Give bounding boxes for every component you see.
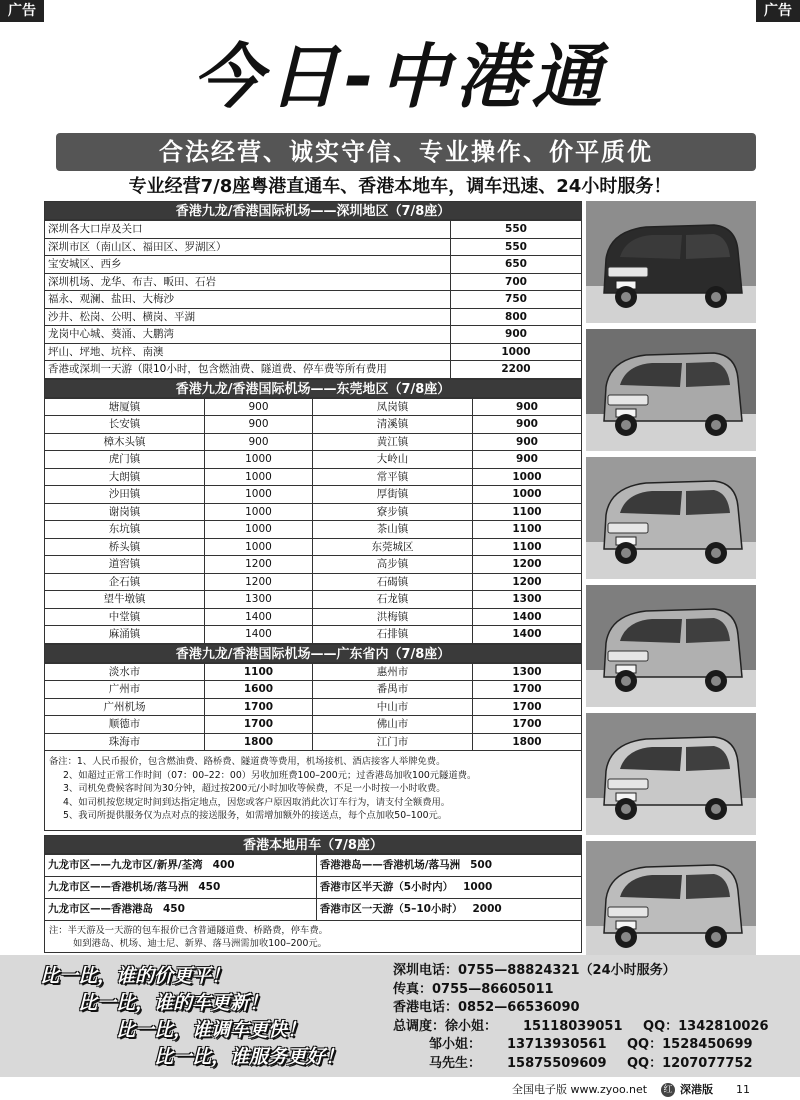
van-photo [586, 201, 756, 323]
price-cell: 2200 [451, 361, 582, 379]
hk-phone: 0852—66536090 [458, 1000, 580, 1015]
price-cell: 1200 [205, 573, 313, 591]
vehicle-photos [586, 201, 756, 969]
price-cell: 1000 [205, 468, 313, 486]
van-photo [586, 457, 756, 579]
destination-cell: 番禺市 [313, 681, 473, 699]
route-name: 香港市区半天游（5小时内） [319, 881, 454, 894]
destination-cell: 淡水市 [45, 663, 205, 681]
price-cell: 900 [473, 451, 582, 469]
destination-cell: 惠州市 [313, 663, 473, 681]
price-cell: 1200 [205, 556, 313, 574]
price-cell: 800 [451, 308, 582, 326]
section-guangdong-title: 香港九龙/香港国际机场——广东省内（7/8座） [44, 644, 582, 663]
table-row [45, 591, 582, 609]
destination-cell: 中山市 [313, 698, 473, 716]
price-cell: 1100 [473, 503, 582, 521]
price-cell: 1700 [473, 716, 582, 734]
route-name: 香港港岛——香港机场/落马洲 [319, 859, 461, 872]
price-cell: 900 [205, 398, 313, 416]
destination-cell: 深圳各大口岸及关口 [45, 221, 451, 239]
price-cell: 1300 [473, 663, 582, 681]
price-cell: 1300 [473, 591, 582, 609]
route-price: 450 [198, 881, 221, 894]
destination-cell: 清溪镇 [313, 416, 473, 434]
contact-name: 徐小姐： [445, 1018, 498, 1034]
price-cell: 1800 [473, 733, 582, 751]
table-row [45, 308, 582, 326]
destination-cell: 龙岗中心城、葵涌、大鹏湾 [45, 326, 451, 344]
contact-name: 邹小姐： [429, 1037, 482, 1052]
slogans [40, 963, 390, 1071]
table-row [45, 538, 582, 556]
table-row [45, 416, 582, 434]
table-row [45, 238, 582, 256]
destination-cell: 珠海市 [45, 733, 205, 751]
destination-cell: 深圳市区（南山区、福田区、罗湖区） [45, 238, 451, 256]
price-cell: 1700 [205, 716, 313, 734]
price-cell: 1000 [205, 486, 313, 504]
table-row [45, 221, 582, 239]
table-row [45, 398, 582, 416]
table-row [45, 663, 582, 681]
price-cell: 1200 [473, 556, 582, 574]
price-tables [44, 201, 582, 953]
destination-cell: 石龙镇 [313, 591, 473, 609]
price-cell: 1700 [205, 698, 313, 716]
slogan: 比一比，谁服务更好！ [154, 1046, 345, 1068]
contact-banner [0, 955, 800, 1077]
destination-cell: 沙井、松岗、公明、横岗、平湖 [45, 308, 451, 326]
slogan: 比一比，谁调车更快！ [116, 1019, 307, 1041]
destination-cell: 寮步镇 [313, 503, 473, 521]
price-cell: 900 [473, 416, 582, 434]
contact-phone: 13713930561 [507, 1037, 607, 1052]
local-route-cell [316, 899, 581, 921]
brand-title: 今日-中港通 [192, 36, 608, 118]
destination-cell: 深圳机场、龙华、布吉、畈田、石岩 [45, 273, 451, 291]
destination-cell: 茶山镇 [313, 521, 473, 539]
table-row [45, 573, 582, 591]
route-price: 1000 [463, 881, 493, 894]
local-note-line: 如到港岛、机场、迪士尼、新界、落马洲需加收100–200元。 [73, 938, 327, 949]
destination-cell: 顺德市 [45, 716, 205, 734]
local-route-cell [316, 855, 581, 877]
table-row [45, 291, 582, 309]
price-cell: 1000 [205, 538, 313, 556]
table-row [45, 361, 582, 379]
destination-cell: 石排镇 [313, 626, 473, 644]
ad-label-left: 广告 [0, 0, 44, 22]
contact-phone: 15118039051 [523, 1018, 623, 1034]
destination-cell: 佛山市 [313, 716, 473, 734]
price-cell: 1400 [473, 626, 582, 644]
destination-cell: 中堂镇 [45, 608, 205, 626]
local-price-table [44, 854, 582, 921]
local-route-cell [45, 877, 317, 899]
table-row [45, 716, 582, 734]
table-row [45, 486, 582, 504]
table-row [45, 521, 582, 539]
destination-cell: 厚街镇 [313, 486, 473, 504]
fax-number: 0755—86605011 [432, 981, 554, 997]
local-route-cell [45, 899, 317, 921]
route-price: 400 [212, 859, 235, 872]
table-row [45, 468, 582, 486]
table-row [45, 343, 582, 361]
footer-site: 全国电子版 www.zyoo.net [512, 1083, 648, 1096]
shenzhen-price-table [44, 220, 582, 379]
price-cell: 1000 [473, 486, 582, 504]
destination-cell: 沙田镇 [45, 486, 205, 504]
price-cell: 1100 [473, 538, 582, 556]
table-row [45, 855, 582, 877]
tagline: 专业经营7/8座粤港直通车、香港本地车，调车迅速、24小时服务！ [128, 176, 672, 197]
local-route-cell [45, 855, 317, 877]
table-row [45, 273, 582, 291]
destination-cell: 广州市 [45, 681, 205, 699]
route-name: 九龙市区——九龙市区/新界/荃湾 [48, 859, 203, 872]
destination-cell: 香港或深圳一天游（限10小时，包含燃油费、隧道费、停车费等所有费用 [45, 361, 451, 379]
section-dongguan-title: 香港九龙/香港国际机场——东莞地区（7/8座） [44, 379, 582, 398]
table-row [45, 556, 582, 574]
table-row [45, 681, 582, 699]
ad-label-right: 广告 [756, 0, 800, 22]
destination-cell: 大朗镇 [45, 468, 205, 486]
local-note-line: 注：半天游及一天游的包车报价已含普通隧道费、桥路费，停车费。 [49, 925, 328, 936]
route-price: 2000 [472, 903, 502, 916]
contacts [393, 962, 793, 1073]
price-cell: 1000 [473, 468, 582, 486]
destination-cell: 洪梅镇 [313, 608, 473, 626]
price-cell: 900 [473, 433, 582, 451]
destination-cell: 黄江镇 [313, 433, 473, 451]
price-cell: 1000 [205, 503, 313, 521]
sz-phone-label: 深圳电话： [393, 963, 459, 978]
footer [0, 1080, 800, 1100]
destination-cell: 坪山、坪地、坑梓、南澳 [45, 343, 451, 361]
price-cell: 1400 [473, 608, 582, 626]
price-cell: 1400 [205, 608, 313, 626]
motto-banner: 合法经营、诚实守信、专业操作、价平质优 [56, 133, 756, 171]
table-row [45, 326, 582, 344]
destination-cell: 东坑镇 [45, 521, 205, 539]
price-cell: 1700 [473, 681, 582, 699]
destination-cell: 石碣镇 [313, 573, 473, 591]
price-cell: 1000 [451, 343, 582, 361]
footer-edition: 深港版 [680, 1083, 713, 1096]
route-name: 九龙市区——香港机场/落马洲 [48, 881, 189, 894]
table-row [45, 733, 582, 751]
price-cell: 650 [451, 256, 582, 274]
table-row [45, 256, 582, 274]
price-cell: 900 [205, 433, 313, 451]
note-line: 4、如司机按您规定时间到达指定地点，因您或客户原因取消此次订车行为，请支付全额费用。 [63, 796, 451, 808]
price-cell: 1300 [205, 591, 313, 609]
route-price: 450 [163, 903, 185, 916]
price-cell: 1400 [205, 626, 313, 644]
fax-label: 传真： [393, 981, 433, 997]
contact-qq: QQ：1528450699 [627, 1037, 753, 1052]
contact-qq: QQ：1342810026 [643, 1018, 769, 1034]
local-notes [44, 921, 582, 953]
price-cell: 1600 [205, 681, 313, 699]
price-cell: 1000 [205, 451, 313, 469]
price-cell: 550 [451, 221, 582, 239]
route-name: 香港市区一天游（5–10小时） [319, 903, 463, 916]
slogan: 比一比，谁的价更平！ [40, 965, 231, 987]
price-cell: 1100 [205, 663, 313, 681]
price-cell: 1800 [205, 733, 313, 751]
table-row [45, 608, 582, 626]
table-row [45, 451, 582, 469]
price-cell: 900 [451, 326, 582, 344]
dispatch-label: 总调度： [393, 1018, 446, 1034]
note-line: 5、我司所提供服务仅为点对点的接送服务，如需增加额外的接送点，每个点加收50–100元。 [63, 810, 448, 821]
van-photo [586, 329, 756, 451]
price-cell: 1700 [473, 698, 582, 716]
destination-cell: 塘厦镇 [45, 398, 205, 416]
hk-phone-label: 香港电话： [393, 1000, 459, 1015]
destination-cell: 麻涌镇 [45, 626, 205, 644]
table-row [45, 433, 582, 451]
destination-cell: 福永、观澜、盐田、大梅沙 [45, 291, 451, 309]
local-route-cell [316, 877, 581, 899]
section-local-title: 香港本地用车（7/8座） [44, 835, 582, 854]
destination-cell: 广州机场 [45, 698, 205, 716]
contact-phone: 15875509609 [507, 1055, 607, 1071]
price-cell: 550 [451, 238, 582, 256]
price-cell: 900 [205, 416, 313, 434]
table-row [45, 877, 582, 899]
price-cell: 700 [451, 273, 582, 291]
destination-cell: 东莞城区 [313, 538, 473, 556]
price-cell: 900 [473, 398, 582, 416]
destination-cell: 宝安城区、西乡 [45, 256, 451, 274]
footer-logo-icon: 红 [661, 1083, 675, 1097]
destination-cell: 望牛墩镇 [45, 591, 205, 609]
note-line: 2、如超过正常工作时间（07：00–22：00）另收加班费100–200元；过香港岛加收100元隧道费。 [63, 769, 477, 781]
price-cell: 1100 [473, 521, 582, 539]
destination-cell: 谢岗镇 [45, 503, 205, 521]
destination-cell: 道窖镇 [45, 556, 205, 574]
price-cell: 750 [451, 291, 582, 309]
destination-cell: 凤岗镇 [313, 398, 473, 416]
route-name: 九龙市区——香港港岛 [48, 903, 153, 916]
destination-cell: 长安镇 [45, 416, 205, 434]
table-row [45, 698, 582, 716]
section-shenzhen-title: 香港九龙/香港国际机场——深圳地区（7/8座） [44, 201, 582, 220]
van-photo [586, 713, 756, 835]
slogan: 比一比，谁的车更新！ [78, 992, 269, 1014]
destination-cell: 常平镇 [313, 468, 473, 486]
notes-block [44, 751, 582, 831]
price-cell: 1000 [205, 521, 313, 539]
price-cell: 1200 [473, 573, 582, 591]
destination-cell: 大岭山 [313, 451, 473, 469]
guangdong-price-table [44, 663, 582, 752]
sz-phone: 0755—88824321（24小时服务） [458, 963, 676, 978]
van-photo [586, 841, 756, 963]
destination-cell: 桥头镇 [45, 538, 205, 556]
destination-cell: 企石镇 [45, 573, 205, 591]
table-row [45, 626, 582, 644]
van-photo [586, 585, 756, 707]
destination-cell: 樟木头镇 [45, 433, 205, 451]
contact-qq: QQ：1207077752 [627, 1055, 753, 1071]
note-line: 备注：1、人民币报价，包含燃油费、路桥费、隧道费等费用，机场接机、酒店接客人举牌免费。 [49, 756, 446, 767]
destination-cell: 高步镇 [313, 556, 473, 574]
page-number: 11 [736, 1083, 750, 1096]
destination-cell: 江门市 [313, 733, 473, 751]
table-row [45, 899, 582, 921]
destination-cell: 虎门镇 [45, 451, 205, 469]
table-row [45, 503, 582, 521]
route-price: 500 [470, 859, 493, 872]
dongguan-price-table [44, 398, 582, 644]
contact-name: 马先生： [429, 1055, 482, 1071]
note-line: 3、司机免费候客时间为30分钟，超过按200元/小时加收等候费，不足一小时按一小时收费。 [63, 783, 446, 794]
